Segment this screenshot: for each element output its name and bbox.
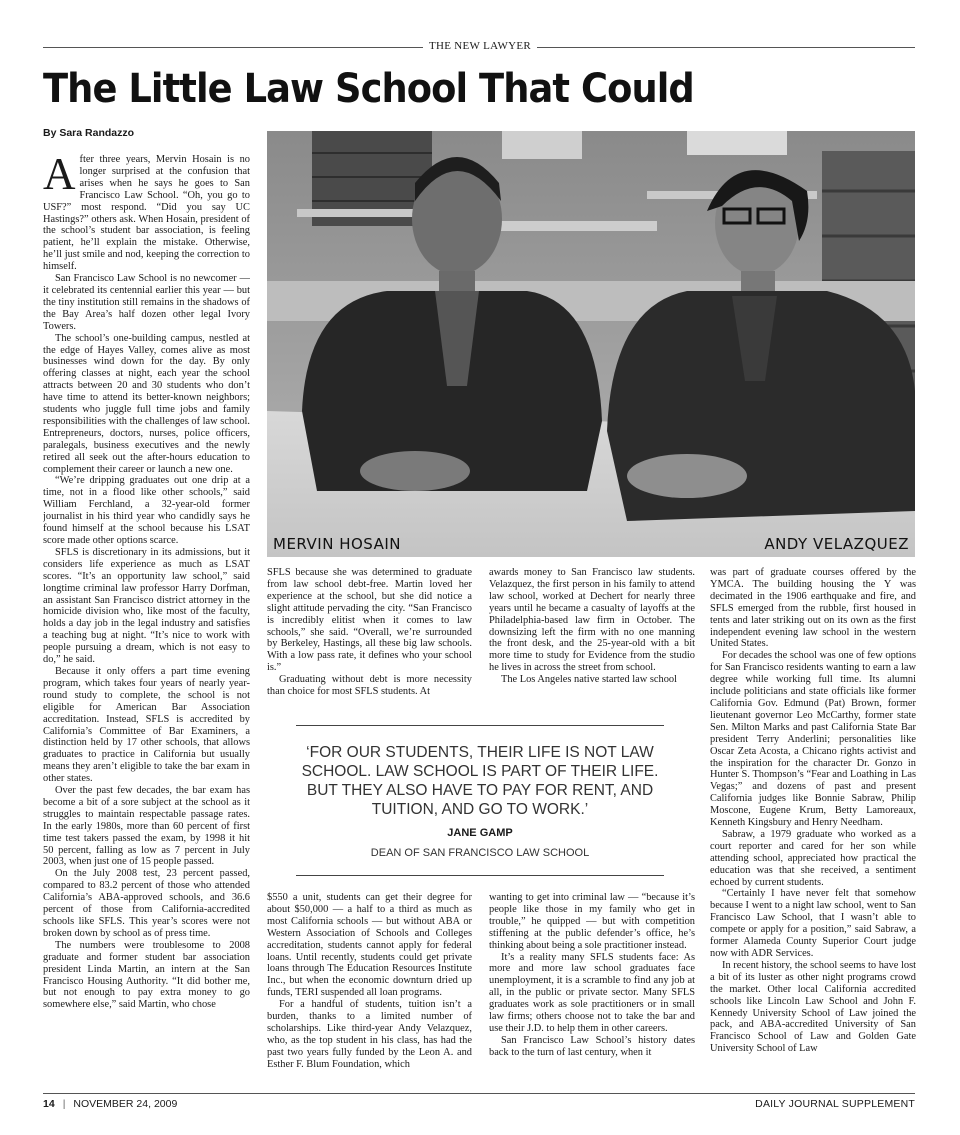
footer-separator: | xyxy=(62,1098,66,1110)
article-paragraph: wanting to get into criminal law — “because it’s people like those in my family who get in trouble,” he quipped — but with competition stiffening at the public defender’s office, he’s thinking about being a sole practitioner instead. xyxy=(489,892,695,951)
article-paragraph: Sabraw, a 1979 graduate who worked as a court reporter and cared for her son while attending school, appreciated how practical the education was that she received, a sentiment echoed by current students. xyxy=(710,828,916,888)
pull-quote-text: ‘FOR OUR STUDENTS, THEIR LIFE IS NOT LAW SCHOOL. LAW SCHOOL IS PART OF THEIR LIFE. BUT THEY ALSO HAVE TO PAY FOR RENT, AND TUITION, AND GO TO WORK.’ xyxy=(301,744,659,818)
pull-quote-author: JANE GAMP xyxy=(447,827,513,839)
article-paragraph: For a handful of students, tuition isn’t a burden, thanks to a limited number of scholarships. Like third-year Andy Velazquez, who, as the top student in his class, has had the past two years fully funded by the Leon A. and Esther F. Blum Foundation, which xyxy=(267,999,472,1070)
footer-folio xyxy=(43,1098,177,1110)
article-paragraph: awards money to San Francisco law students. Velazquez, the first person in his family to attend law school, worked at Dechert for nearly three years until he became a casualty of layoffs at the Philadelphia-based law firm in October. The downsizing left the firm with no one manning the front desk, and the 25-year-old with a bit more time to study for Evidence from the studio he lives in across the street from school. xyxy=(489,567,695,674)
photo-caption-right: ANDY VELAZQUEZ xyxy=(764,535,909,553)
article-paragraph: The numbers were troublesome to 2008 graduate and former student bar association president Linda Martin, an intern at the San Francisco Housing Authority. “It did bother me, but not enough to pay extra money to go somewhere else,” said Martin, who chose xyxy=(43,939,250,1011)
article-paragraph: SFLS is discretionary in its admissions, but it considers life experience as much as LSAT scores. “It’s an opportunity law school,” said longtime criminal law professor Harry Dorfman, an assistant San Francisco district attorney in the homicide division who, like most of the faculty, holds a day job in the legal industry and satisfies a teaching bug at night. “It’s nice to work with people pursuing a dream, which is not easy to do,” he said. xyxy=(43,546,250,666)
article-paragraph: San Francisco Law School is no newcomer — it celebrated its centennial earlier this year — but the tiny institution still remains in the shadows of the Bay Area’s half dozen other legal Ivory Towers. xyxy=(43,273,250,332)
article-paragraph: SFLS because she was determined to graduate from law school debt-free. Martin loved her experience at the school, but she did notice a slight attitude pervading the city. “San Francisco is incredibly elitist when it comes to law schools,” she said. “Overall, we’re surrounded by Berkeley, Hastings, all these big law schools. With a low pass rate, it defines who your school is.” xyxy=(267,567,472,674)
byline: By Sara Randazzo xyxy=(43,127,135,139)
photo-caption-left: MERVIN HOSAIN xyxy=(273,535,401,553)
publication-name: DAILY JOURNAL SUPPLEMENT xyxy=(755,1098,915,1110)
drop-cap: A xyxy=(43,154,76,199)
article-column-3-bottom xyxy=(489,892,695,1059)
article-paragraph: For decades the school was one of few options for San Francisco residents wanting to earn a law degree while working full time. Its alumni include politicians and state officials like former California Gov. Edmund (Pat) Brown, former lieutenant governor Leo McCarthy, former state Sen. Milton Marks and past California State Bar president Terry Anderlini; personalities like Oscar Zeta Acosta, a Chicano rights activist and the inspiration for the character Dr. Gonzo in Hunter S. Thompson’s “Fear and Loathing in Las Vegas;” and dozens of past and present California judges like Bonnie Sabraw, Philip Moscone, Eugene Krum, Betty Lamoreaux, Kenneth Kingsbury and Henry Needham. xyxy=(710,650,916,829)
article-column-1 xyxy=(43,154,250,1092)
article-column-4 xyxy=(710,567,916,1092)
article-paragraph: Because it only offers a part time evening program, which takes four years of nearly year-round study to complete, the school is not eligible for American Bar Association accreditation. Instead, SFLS is accredited by California’s Committee of Bar Examiners, a distinction held by 17 other schools, that allows graduates to practice in California but usually means they aren’t eligible to take the bar exam in other states. xyxy=(43,665,250,785)
headline: The Little Law School That Could xyxy=(43,66,694,112)
issue-date: NOVEMBER 24, 2009 xyxy=(73,1098,178,1110)
article-paragraph: The school’s one-building campus, nestled at the edge of Hayes Valley, comes alive as most businesses wind down for the day. By only offering classes at night, each year the school attracts between 20 and 30 students who don’t have time to attend its better-known neighbors; students who juggle full time jobs and family responsibilities with the challenges of law school. Entrepreneurs, doctors, nurses, police officers, paralegals, business executives and the newly retired all seek out the after-hours education to complement their career or launch a new one. xyxy=(43,332,250,475)
footer-rule xyxy=(43,1093,915,1094)
pull-quote-title: DEAN OF SAN FRANCISCO LAW SCHOOL xyxy=(370,847,590,859)
article-column-3-top xyxy=(489,567,695,686)
article-paragraph: San Francisco Law School’s history dates back to the turn of last century, when it xyxy=(489,1034,695,1058)
article-paragraph: “We’re dripping graduates out one drip at a time, not in a flood like other schools,” said William Ferchland, a 32-year-old former journalist in his third year who candidly says he found himself at the school because his LSAT score made other options scarce. xyxy=(43,475,250,546)
article-paragraph: On the July 2008 test, 23 percent passed, compared to 83.2 percent of those who attended California’s ABA-approved schools, and 36.6 percent of those from California-accredited schools like SFLS. This year’s scores were not broken down by school as of press time. xyxy=(43,868,250,939)
pull-quote-rule-top xyxy=(296,725,664,726)
pull-quote-rule-bottom xyxy=(296,875,664,876)
article-paragraph: “Certainly I have never felt that somehow because I went to a night law school, went to San Francisco Law School, that I wasn’t able to compete or apply for a position,” said Sabraw, a former Alameda County Superior Court judge now with ADR Services. xyxy=(710,888,916,959)
article-paragraph: $550 a unit, students can get their degree for about $50,000 — a half to a third as much as most California schools — but without ABA or Western Association of Schools and Colleges accreditation, students cannot apply for federal loans. Until recently, students could get private loans through The Education Resources Institute Inc., but when the economic downturn dried up funds, TERI suspended all loan programs. xyxy=(267,892,472,999)
article-paragraph: was part of graduate courses offered by the YMCA. The building housing the Y was decimated in the 1906 earthquake and fire, and SFLS emerged from the rubble, first housed in tents and later striking out on its own as the first independent evening law school in the western United States. xyxy=(710,567,916,650)
article-paragraph: It’s a reality many SFLS students face: As more and more law school graduates face unemployment, it is a scramble to find any job at all, in the public or private sector. Many SFLS graduates work as sole practitioners or in small law firms; others choose not to take the bar and use their J.D. to help them in other careers. xyxy=(489,951,695,1034)
article-column-2-bottom xyxy=(267,892,472,1071)
article-photo xyxy=(267,131,915,557)
page-number: 14 xyxy=(43,1098,55,1110)
article-paragraph: The Los Angeles native started law school xyxy=(501,674,678,686)
photo-illustration xyxy=(267,131,915,557)
article-paragraph: Over the past few decades, the bar exam has become a bit of a sore subject at the school as it struggles to maintain respectable passage rates. In the early 1980s, more than 60 percent of first time test takers passed the exam, by 1998 it hit 50 percent, falling as low as 7 percent in July 2003, when just one of 15 people passed. xyxy=(43,785,250,868)
article-paragraph: Graduating without debt is more necessity than choice for most SFLS students. At xyxy=(267,674,472,698)
article-paragraph: After three years, Mervin Hosain is no longer surprised at the confusion that arises when he says he goes to San Francisco Law School. “Oh, you go to USF?” most respond. “Did you say UC Hastings?” others ask. When Hosain, president of the school’s student bar association, is feeling patient, he’ll explain the mistake. Otherwise, he’ll just smile and nod, keeping the correction to himself. xyxy=(43,154,250,273)
article-paragraph: In recent history, the school seems to have lost a bit of its luster as other night programs crowd the market. Other local California accredited schools like Lincoln Law School and John F. Kennedy University School of Law joined the pack, and ABA-accredited University of San Francisco School of Law and Golden Gate University School of Law xyxy=(710,959,916,1055)
article-column-2-top xyxy=(267,567,472,698)
section-label: THE NEW LAWYER xyxy=(0,40,960,52)
